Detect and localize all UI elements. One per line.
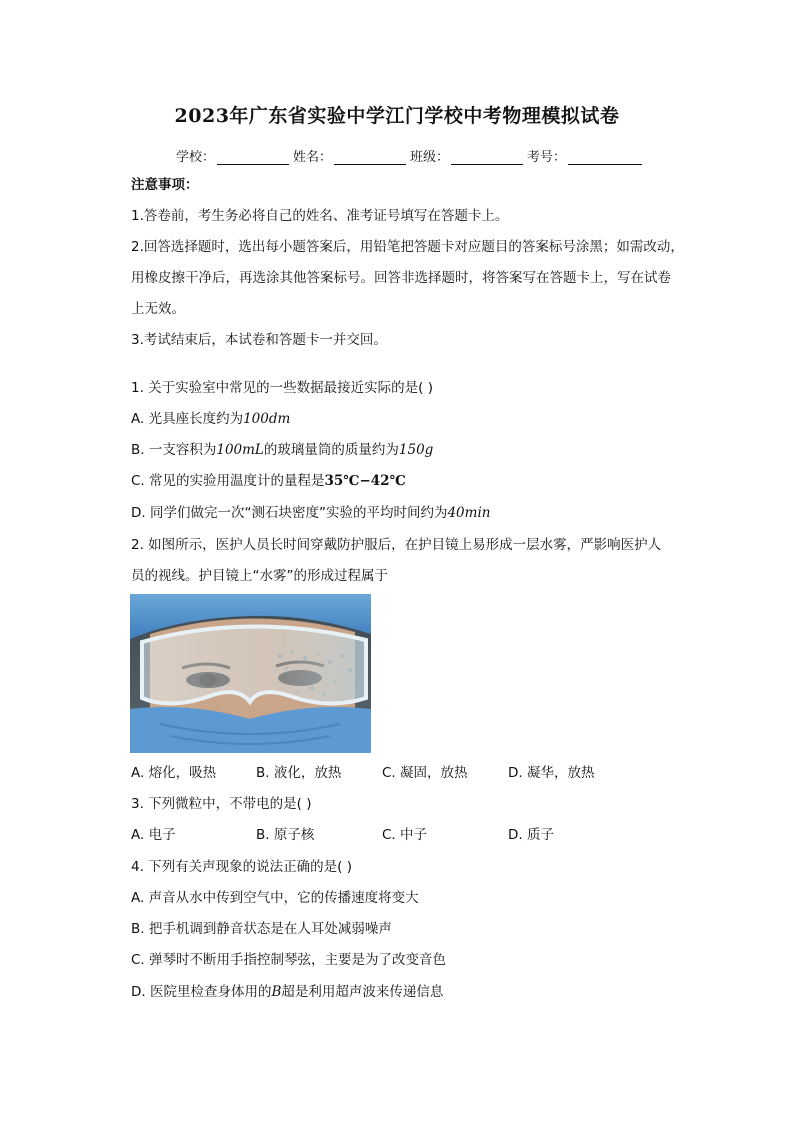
q1-option-a — [131, 410, 290, 428]
exam-no-label: 考号： — [527, 150, 567, 165]
q3-stem: 3. 下列微粒中，不带电的是( ) — [131, 796, 312, 812]
student-info-line — [176, 146, 646, 165]
exam-title: 2023年广东省实验中学江门学校中考物理模拟试卷 — [174, 105, 620, 127]
q2-option-a[interactable]: A. 熔化，吸热 — [131, 765, 217, 781]
q1-stem: 1. 关于实验室中常见的一些数据最接近实际的是( ) — [131, 380, 433, 396]
q3-option-d[interactable]: D. 质子 — [508, 827, 554, 843]
q3-option-b[interactable]: B. 原子核 — [256, 827, 315, 843]
q1-option-b-math-2: 150g — [398, 442, 434, 458]
notice-item-2-line-3: 上无效。 — [131, 301, 185, 317]
q3-options — [131, 826, 651, 844]
q4-option-b[interactable]: B. 把手机调到静音状态是在人耳处减弱噪声 — [131, 921, 392, 937]
goggles-illustration — [130, 594, 371, 753]
q1-option-c-math: 35℃−42℃ — [324, 473, 406, 489]
q1-option-b-math-1: 100mL — [216, 442, 264, 458]
notice-heading: 注意事项： — [131, 177, 199, 193]
q4-option-d-math: B — [271, 984, 282, 1000]
name-blank[interactable] — [334, 150, 406, 165]
q3-option-a[interactable]: A. 电子 — [131, 827, 176, 843]
q1-option-a-math: 100dm — [243, 411, 291, 427]
school-blank[interactable] — [217, 150, 289, 165]
q1-option-d-math: 40min — [447, 505, 491, 521]
q2-goggles-photo — [130, 594, 371, 753]
q1-option-d-text: D. 同学们做完一次“测石块密度”实验的平均时间约为 — [131, 505, 448, 521]
class-blank[interactable] — [451, 150, 523, 165]
q2-stem-line-1: 2. 如图所示，医护人员长时间穿戴防护服后，在护目镜上易形成一层水雾，严影响医护人 — [131, 537, 662, 553]
q2-option-c[interactable]: C. 凝固，放热 — [382, 765, 468, 781]
q2-option-b[interactable]: B. 液化，放热 — [256, 765, 342, 781]
q1-option-b — [131, 441, 433, 459]
q1-option-b-text-1: B. 一支容积为 — [131, 442, 217, 458]
q4-option-d-text-1: D. 医院里检查身体用的 — [131, 984, 272, 1000]
q2-option-d[interactable]: D. 凝华，放热 — [508, 765, 595, 781]
notice-item-2-line-2: 用橡皮擦干净后，再选涂其他答案标号。回答非选择题时，将答案写在答题卡上，写在试卷 — [131, 270, 671, 286]
q4-option-c[interactable]: C. 弹琴时不断用手指控制琴弦，主要是为了改变音色 — [131, 952, 447, 968]
q1-option-d — [131, 504, 490, 522]
exam-no-blank[interactable] — [568, 150, 642, 165]
q1-option-c — [131, 472, 406, 490]
q1-option-c-text: C. 常见的实验用温度计的量程是 — [131, 473, 325, 489]
school-label: 学校： — [176, 150, 216, 165]
notice-item-1: 1.答卷前，考生务必将自己的姓名、准考证号填写在答题卡上。 — [131, 208, 509, 224]
notice-item-3: 3.考试结束后，本试卷和答题卡一并交回。 — [131, 332, 387, 348]
q3-option-c[interactable]: C. 中子 — [382, 827, 428, 843]
notice-item-2-line-1: 2.回答选择题时，选出每小题答案后，用铅笔把答题卡对应题目的答案标号涂黑；如需改动， — [131, 239, 684, 255]
q1-option-b-text-2: 的玻璃量筒的质量约为 — [263, 442, 399, 458]
q4-stem: 4. 下列有关声现象的说法正确的是( ) — [131, 859, 352, 875]
q1-option-a-text: A. 光具座长度约为 — [131, 411, 244, 427]
q2-stem-line-2: 员的视线。护目镜上“水雾”的形成过程属于 — [131, 568, 388, 584]
class-label: 班级： — [410, 150, 450, 165]
q4-option-d-text-2: 超是利用超声波来传递信息 — [281, 984, 444, 1000]
q4-option-d[interactable] — [131, 983, 443, 1001]
q4-option-a[interactable]: A. 声音从水中传到空气中，它的传播速度将变大 — [131, 890, 419, 906]
q2-options — [131, 764, 651, 782]
name-label: 姓名： — [293, 150, 333, 165]
